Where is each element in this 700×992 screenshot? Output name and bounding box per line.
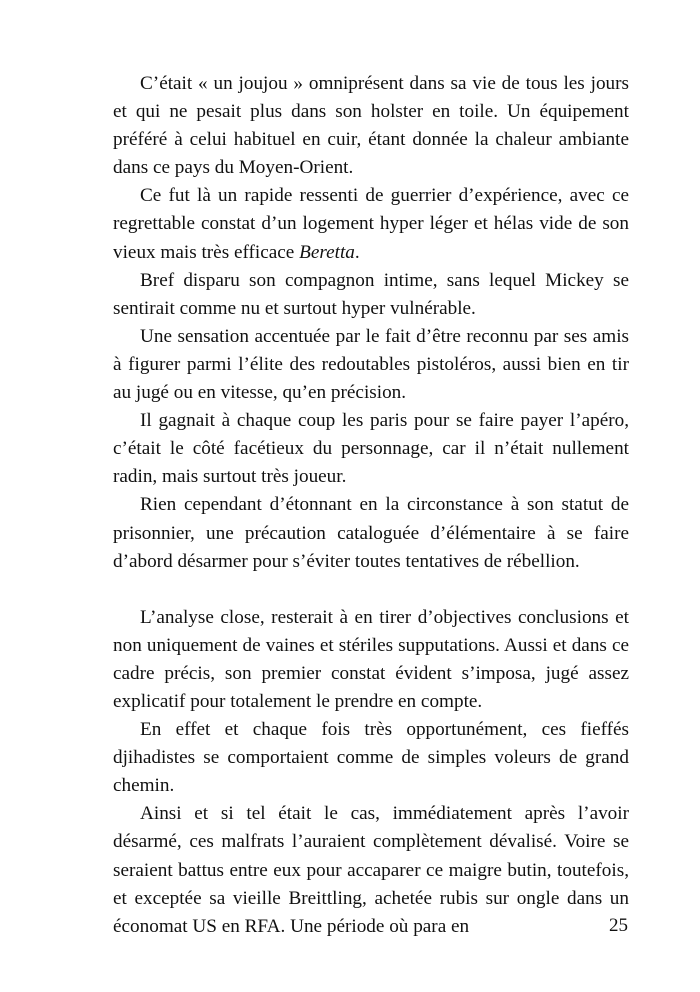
paragraph: Il gagnait à chaque coup les paris pour se faire payer l’apéro, c’était le côté facétieux du personnage, car il n’était nullement radin, mais surtout très joueur. (113, 410, 629, 488)
paragraph: C’était « un joujou » omniprésent dans sa vie de tous les jours et qui ne pesait plus dans son holster en toile. Un équipement préféré à celui habituel en cuir, étant donnée la chaleur ambiante dans ce pays du Moyen-Orient. (113, 73, 629, 179)
section-break (113, 576, 629, 604)
paragraph: Une sensation accentuée par le fait d’être reconnu par ses amis à figurer parmi l’élite des redoutables pistoléros, aussi bien en tir au jugé ou en vitesse, qu’en précision. (113, 325, 629, 404)
paragraph: En effet et chaque fois très opportunément, ces fieffés djihadistes se comportaient comme de simples voleurs de grand chemin. (113, 719, 629, 797)
italic-text: Beretta (299, 241, 355, 263)
paragraph: Rien cependant d’étonnant en la circonstance à son statut de prisonnier, une précaution cataloguée d’élémentaire à se faire d’abord désarmer pour s’éviter toutes tentatives de rébellion. (113, 494, 629, 572)
paragraph: L’analyse close, resterait à en tirer d’objectives conclusions et non uniquement de vaines et stériles supputations. Aussi et dans ce cadre précis, son premier constat évident s’imposa, jugé assez explicatif pour totalement le prendre en compte. (113, 606, 629, 712)
paragraph: Bref disparu son compagnon intime, sans lequel Mickey se sentirait comme nu et surtout hyper vulnérable. (113, 269, 629, 319)
page-body (113, 70, 629, 941)
paragraph: Ainsi et si tel était le cas, immédiatement après l’avoir désarmé, ces malfrats l’auraient complètement dévalisé. Voire se seraient battus entre eux pour accaparer ce maigre butin, toutefois, et exceptée sa vieille Breittling, achetée rubis sur ongle dans un économat US en RFA. Une période où para en (113, 803, 629, 937)
paragraph-text: Ce fut là un rapide ressenti de guerrier d’expérience, avec ce regrettable constat d’un logement hyper léger et hélas vide de son vieux mais très efficace (113, 185, 629, 263)
page-number: 25 (609, 915, 628, 936)
paragraph (113, 182, 629, 266)
paragraph-text: . (354, 241, 360, 263)
